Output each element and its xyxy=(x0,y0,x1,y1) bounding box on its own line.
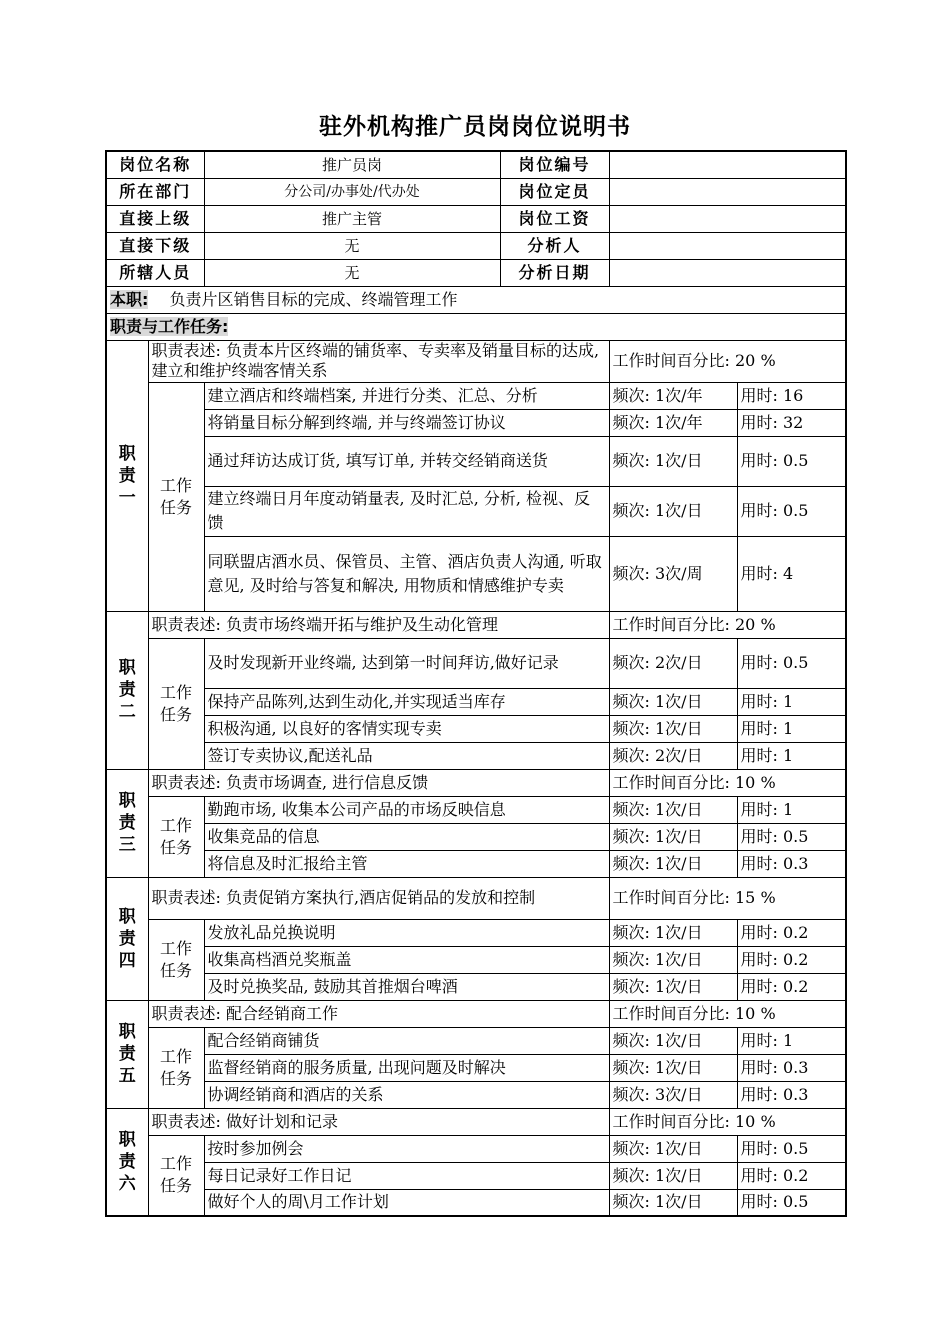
task-duration: 用时: 0.5 xyxy=(737,823,846,850)
task-duration: 用时: 0.3 xyxy=(737,850,846,877)
page-title: 驻外机构推广员岗岗位说明书 xyxy=(319,114,631,140)
task-frequency: 频次: 1次/日 xyxy=(609,486,737,536)
field-label: 分析人 xyxy=(500,232,609,259)
task-text: 通过拜访达成订货, 填写订单, 并转交经销商送货 xyxy=(204,436,609,486)
task-duration: 用时: 16 xyxy=(737,382,846,409)
duty-desc-row xyxy=(106,340,846,382)
task-frequency: 频次: 1次/日 xyxy=(609,1189,737,1216)
field-value: 推广员岗 xyxy=(204,151,500,178)
task-row xyxy=(106,1054,846,1081)
task-text: 将销量目标分解到终端, 并与终端签订协议 xyxy=(204,409,609,436)
task-label: 工作任务 xyxy=(148,1027,204,1108)
task-text: 监督经销商的服务质量, 出现问题及时解决 xyxy=(204,1054,609,1081)
task-duration: 用时: 0.2 xyxy=(737,946,846,973)
task-row xyxy=(106,382,846,409)
header-row xyxy=(106,259,846,286)
task-row xyxy=(106,688,846,715)
task-label: 工作任务 xyxy=(148,1135,204,1216)
task-duration: 用时: 0.5 xyxy=(737,1189,846,1216)
task-label: 工作任务 xyxy=(148,796,204,877)
header-row xyxy=(106,151,846,178)
job-description-table xyxy=(105,150,847,1217)
task-duration: 用时: 0.2 xyxy=(737,919,846,946)
task-duration: 用时: 1 xyxy=(737,796,846,823)
duty-desc: 职责表述: 负责市场调查, 进行信息反馈 xyxy=(148,769,609,796)
task-frequency: 频次: 1次/日 xyxy=(609,973,737,1000)
task-frequency: 频次: 1次/年 xyxy=(609,382,737,409)
duty-time-percent: 工作时间百分比: 10 % xyxy=(609,1108,846,1135)
field-label: 所在部门 xyxy=(106,178,204,205)
duty-name: 职责五 xyxy=(106,1000,148,1108)
task-duration: 用时: 0.3 xyxy=(737,1081,846,1108)
field-value xyxy=(609,178,846,205)
task-frequency: 频次: 1次/日 xyxy=(609,715,737,742)
header-row xyxy=(106,232,846,259)
task-text: 勤跑市场, 收集本公司产品的市场反映信息 xyxy=(204,796,609,823)
task-duration: 用时: 0.5 xyxy=(737,1135,846,1162)
field-value xyxy=(609,205,846,232)
task-frequency: 频次: 2次/日 xyxy=(609,742,737,769)
task-row xyxy=(106,1027,846,1054)
task-frequency: 频次: 1次/日 xyxy=(609,823,737,850)
task-text: 配合经销商铺货 xyxy=(204,1027,609,1054)
task-frequency: 频次: 1次/日 xyxy=(609,688,737,715)
duties-heading xyxy=(106,313,846,340)
task-row xyxy=(106,436,846,486)
task-duration: 用时: 0.5 xyxy=(737,638,846,688)
field-value xyxy=(609,259,846,286)
task-duration: 用时: 0.2 xyxy=(737,1162,846,1189)
task-row xyxy=(106,486,846,536)
field-label: 分析日期 xyxy=(500,259,609,286)
field-value: 推广主管 xyxy=(204,205,500,232)
task-frequency: 频次: 2次/日 xyxy=(609,638,737,688)
task-row xyxy=(106,1189,846,1216)
field-label: 直接下级 xyxy=(106,232,204,259)
task-duration: 用时: 0.3 xyxy=(737,1054,846,1081)
task-text: 收集竞品的信息 xyxy=(204,823,609,850)
task-row xyxy=(106,409,846,436)
duty-name: 职责四 xyxy=(106,877,148,1000)
task-frequency: 频次: 1次/日 xyxy=(609,1027,737,1054)
task-text: 及时发现新开业终端, 达到第一时间拜访,做好记录 xyxy=(204,638,609,688)
task-text: 收集高档酒兑奖瓶盖 xyxy=(204,946,609,973)
field-label: 直接上级 xyxy=(106,205,204,232)
task-frequency: 频次: 1次/日 xyxy=(609,1054,737,1081)
task-text: 积极沟通, 以良好的客情实现专卖 xyxy=(204,715,609,742)
task-frequency: 频次: 1次/日 xyxy=(609,796,737,823)
task-row xyxy=(106,823,846,850)
task-frequency: 频次: 1次/年 xyxy=(609,409,737,436)
task-text: 签订专卖协议,配送礼品 xyxy=(204,742,609,769)
task-label: 工作任务 xyxy=(148,638,204,769)
task-frequency: 频次: 1次/日 xyxy=(609,1162,737,1189)
duty-time-percent: 工作时间百分比: 10 % xyxy=(609,769,846,796)
duties-heading-row xyxy=(106,313,846,340)
main-duty-text: 负责片区销售目标的完成、终端管理工作 xyxy=(169,289,458,309)
task-row xyxy=(106,1162,846,1189)
duty-name: 职责三 xyxy=(106,769,148,877)
task-text: 按时参加例会 xyxy=(204,1135,609,1162)
duty-desc-row xyxy=(106,611,846,638)
task-row xyxy=(106,1081,846,1108)
main-duty-label: 本职: xyxy=(110,289,149,309)
task-text: 保持产品陈列,达到生动化,并实现适当库存 xyxy=(204,688,609,715)
task-duration: 用时: 0.2 xyxy=(737,973,846,1000)
main-duty-row xyxy=(106,286,846,313)
duty-desc-row xyxy=(106,1000,846,1027)
task-row xyxy=(106,796,846,823)
duty-desc: 职责表述: 做好计划和记录 xyxy=(148,1108,609,1135)
field-value: 分公司/办事处/代办处 xyxy=(204,178,500,205)
duty-time-percent: 工作时间百分比: 20 % xyxy=(609,611,846,638)
task-frequency: 频次: 3次/周 xyxy=(609,536,737,611)
task-text: 建立终端日月年度动销量表, 及时汇总, 分析, 检视、反馈 xyxy=(204,486,609,536)
task-text: 将信息及时汇报给主管 xyxy=(204,850,609,877)
duty-name: 职责一 xyxy=(106,340,148,611)
task-label: 工作任务 xyxy=(148,382,204,611)
duty-time-percent: 工作时间百分比: 20 % xyxy=(609,340,846,382)
duty-name: 职责六 xyxy=(106,1108,148,1216)
task-text: 及时兑换奖品, 鼓励其首推烟台啤酒 xyxy=(204,973,609,1000)
field-value: 无 xyxy=(204,232,500,259)
duty-desc: 职责表述: 配合经销商工作 xyxy=(148,1000,609,1027)
duty-desc-row xyxy=(106,1108,846,1135)
task-frequency: 频次: 3次/日 xyxy=(609,1081,737,1108)
task-frequency: 频次: 1次/日 xyxy=(609,919,737,946)
task-row xyxy=(106,946,846,973)
main-duty xyxy=(106,286,846,313)
field-value xyxy=(609,232,846,259)
field-value: 无 xyxy=(204,259,500,286)
duty-desc-row xyxy=(106,769,846,796)
task-text: 建立酒店和终端档案, 并进行分类、汇总、分析 xyxy=(204,382,609,409)
task-frequency: 频次: 1次/日 xyxy=(609,850,737,877)
task-row xyxy=(106,1135,846,1162)
duty-name: 职责二 xyxy=(106,611,148,769)
task-label: 工作任务 xyxy=(148,919,204,1000)
task-duration: 用时: 1 xyxy=(737,688,846,715)
field-label: 岗位编号 xyxy=(500,151,609,178)
duty-time-percent: 工作时间百分比: 15 % xyxy=(609,877,846,919)
field-label: 所辖人员 xyxy=(106,259,204,286)
field-label: 岗位名称 xyxy=(106,151,204,178)
task-row xyxy=(106,850,846,877)
field-label: 岗位定员 xyxy=(500,178,609,205)
task-duration: 用时: 32 xyxy=(737,409,846,436)
task-duration: 用时: 1 xyxy=(737,715,846,742)
field-value xyxy=(609,151,846,178)
task-frequency: 频次: 1次/日 xyxy=(609,436,737,486)
task-duration: 用时: 4 xyxy=(737,536,846,611)
task-row xyxy=(106,638,846,688)
duty-desc: 职责表述: 负责本片区终端的铺货率、专卖率及销量目标的达成, 建立和维护终端客情关系 xyxy=(148,340,609,382)
task-duration: 用时: 1 xyxy=(737,742,846,769)
task-row xyxy=(106,973,846,1000)
task-text: 每日记录好工作日记 xyxy=(204,1162,609,1189)
task-text: 做好个人的周\月工作计划 xyxy=(204,1189,609,1216)
duty-desc: 职责表述: 负责市场终端开拓与维护及生动化管理 xyxy=(148,611,609,638)
duty-time-percent: 工作时间百分比: 10 % xyxy=(609,1000,846,1027)
duty-desc-row xyxy=(106,877,846,919)
duties-heading-label: 职责与工作任务: xyxy=(110,316,229,336)
task-row xyxy=(106,919,846,946)
task-duration: 用时: 0.5 xyxy=(737,436,846,486)
field-label: 岗位工资 xyxy=(500,205,609,232)
task-text: 发放礼品兑换说明 xyxy=(204,919,609,946)
duty-desc: 职责表述: 负责促销方案执行,酒店促销品的发放和控制 xyxy=(148,877,609,919)
task-duration: 用时: 0.5 xyxy=(737,486,846,536)
task-row xyxy=(106,742,846,769)
header-row xyxy=(106,205,846,232)
task-row xyxy=(106,715,846,742)
task-frequency: 频次: 1次/日 xyxy=(609,946,737,973)
task-text: 协调经销商和酒店的关系 xyxy=(204,1081,609,1108)
header-row xyxy=(106,178,846,205)
task-text: 同联盟店酒水员、保管员、主管、酒店负责人沟通, 听取意见, 及时给与答复和解决, 用物质和情感维护专卖 xyxy=(204,536,609,611)
task-row xyxy=(106,536,846,611)
task-duration: 用时: 1 xyxy=(737,1027,846,1054)
task-frequency: 频次: 1次/日 xyxy=(609,1135,737,1162)
